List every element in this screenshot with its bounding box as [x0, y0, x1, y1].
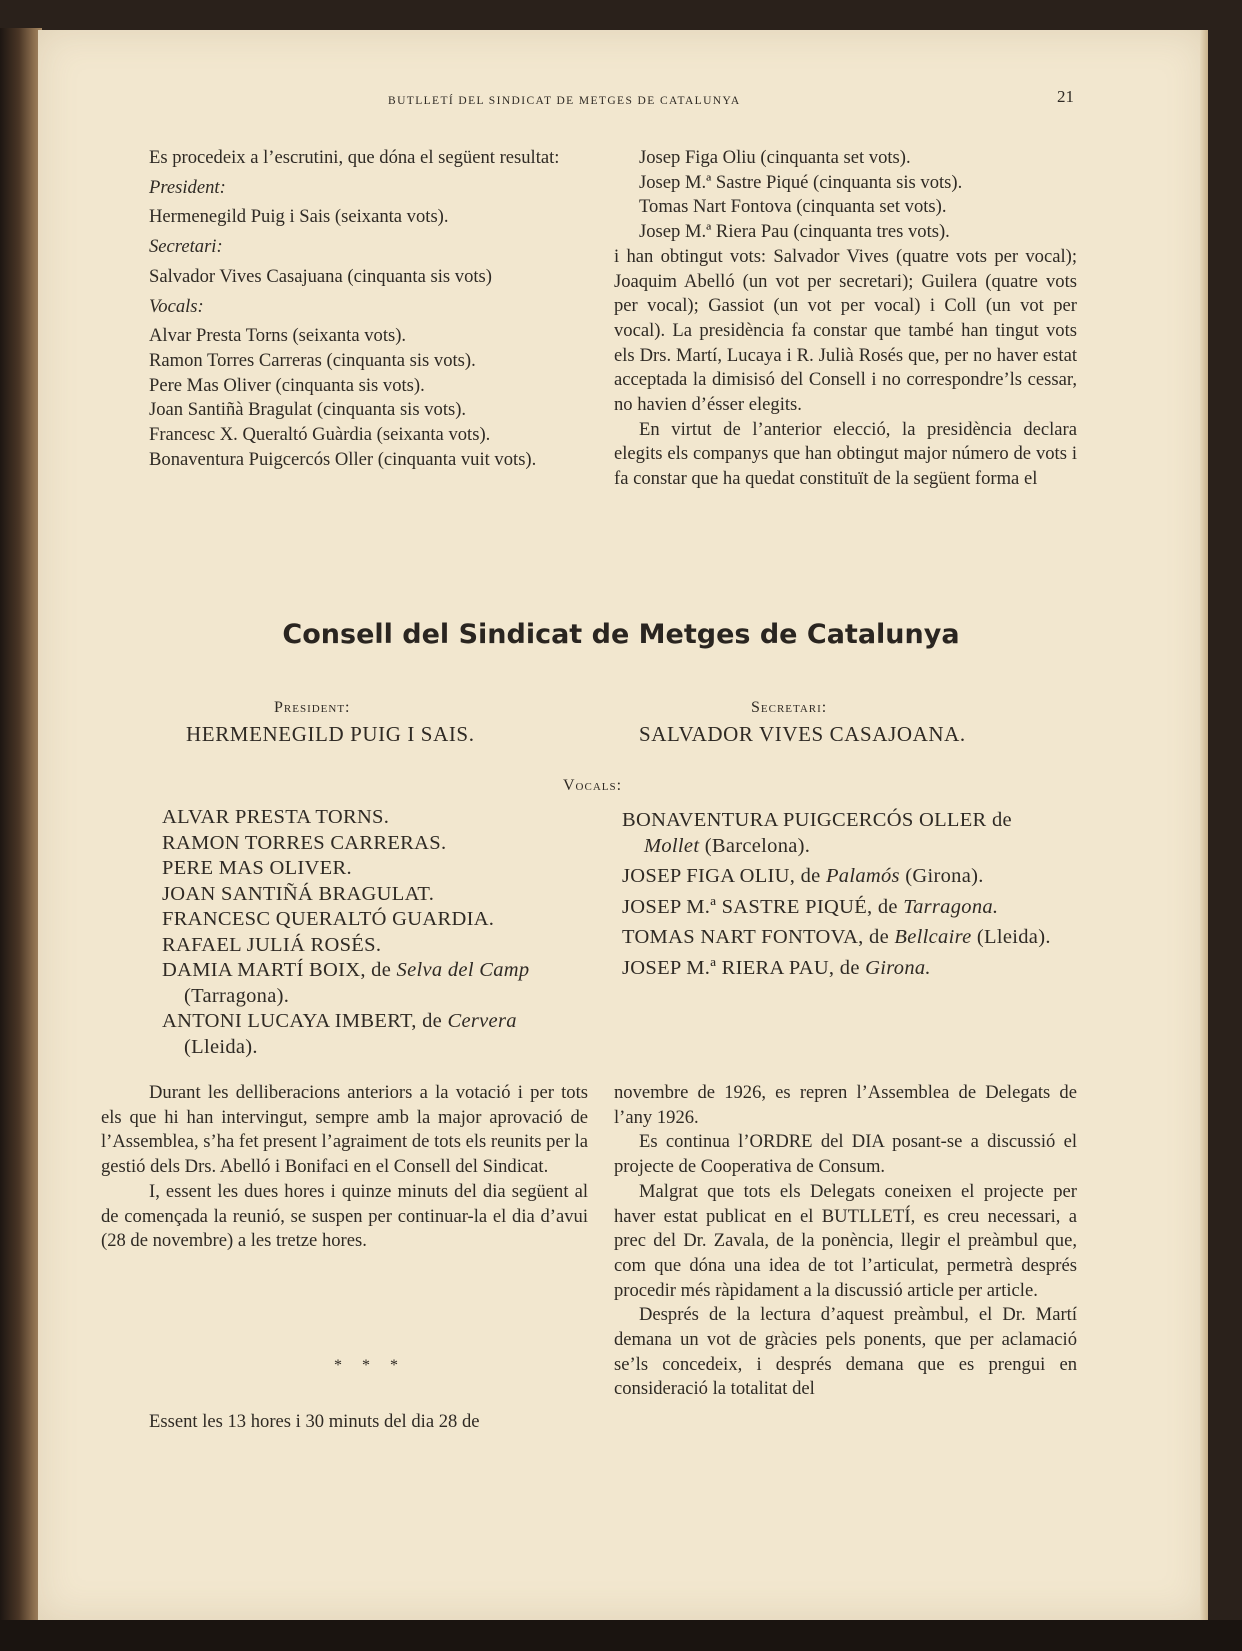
top-right-column — [614, 146, 1077, 492]
council-secretari-name: SALVADOR VIVES CASAJOANA. — [639, 722, 966, 746]
council-vocal: RAMON TORRES CARRERAS. — [162, 831, 447, 854]
council-secretari-label — [751, 699, 827, 717]
page-number: 21 — [1057, 87, 1074, 106]
vocal-name: TOMAS NART FONTOVA, de — [622, 926, 895, 948]
vocal-result: Bonaventura Puigcercós Oller (cinquanta vuit vots). — [149, 448, 537, 470]
vocal-result: Pere Mas Oliver (cinquanta sis vots). — [149, 374, 425, 396]
council-president-label-text: President: — [274, 699, 351, 716]
vocal-region: (Barcelona). — [699, 834, 811, 857]
running-title: BUTLLETÍ DEL SINDICAT DE METGES DE CATALUNYA — [388, 95, 741, 107]
council-vocal: FRANCESC QUERALTÓ GUARDIA. — [162, 908, 495, 930]
vocal-place: Mollet — [644, 834, 700, 857]
vocal-result: Josep M.ª Sastre Piqué (cinquanta sis vots). — [639, 171, 963, 193]
council-vocal — [622, 925, 1062, 951]
resumption-start — [101, 1410, 588, 1435]
council-vocal — [622, 808, 1062, 859]
vocal-name: JOSEP FIGA OLIU, de — [622, 865, 826, 887]
top-left-column — [101, 146, 588, 472]
vocal-result: Tomas Nart Fontova (cinquanta set vots). — [639, 196, 947, 218]
vocal-name: BONAVENTURA PUIGCERCÓS OLLER de — [622, 809, 1012, 831]
vocal-result: Joan Santiñà Bragulat (cinquanta sis vots). — [149, 399, 467, 421]
project-paragraph: Malgrat que tots els Delegats coneixen el projecte per haver estat publicat en el BUTLLETÍ, es creu necessari, a prec del Dr. Zavala, de la ponència, llegir el preàmbul que, com que dóna una idea de tot l’articulat, permetrà després procedir més ràpidament a la discussió article per article. — [614, 1180, 1077, 1301]
vocal-name: JOSEP M.ª SASTRE PIQUÉ, de — [622, 895, 904, 918]
council-vocal — [162, 958, 596, 1009]
president-label: President: — [149, 176, 226, 198]
council-vocal — [622, 895, 1062, 921]
council-vocal: ALVAR PRESTA TORNS. — [162, 806, 390, 828]
council-vocals-left — [162, 805, 596, 1060]
vocal-name: ANTONI LUCAYA IMBERT, de — [162, 1010, 448, 1032]
resumption-paragraph: Essent les 13 hores i 30 minuts del dia 28 de — [149, 1411, 480, 1432]
vocal-result: Ramon Torres Carreras (cinquanta sis vots). — [149, 349, 476, 371]
council-president-name: HERMENEGILD PUIG I SAIS. — [186, 722, 475, 746]
council-vocals-right — [622, 808, 1062, 986]
other-votes-paragraph: i han obtingut vots: Salvador Vives (quatre vots per vocal); Joaquim Abelló (un vot per secretari); Guilera (quatre vots per vocal); Gassiot (un vot per vocal) i Coll (un vot per vocal). La presidència fa constar que també han tingut vots els Drs. Martí, Lucaya i R. Julià Rosés que, per no haver estat acceptada la dimisisó del Consell i no correspondre’ls cessar, no havien d’ésser elegits. — [614, 245, 1077, 416]
council-vocals-label — [563, 777, 622, 795]
vocal-place: Selva del Camp — [396, 959, 530, 981]
vocal-place: Girona. — [865, 956, 931, 979]
scrutiny-intro: Es procedeix a l’escrutini, que dóna el següent resultat: — [149, 147, 560, 168]
vocal-name: JOSEP M.ª RIERA PAU, de — [622, 956, 866, 979]
council-title: Consell del Sindicat de Metges de Catalunya — [282, 619, 960, 650]
suspension-paragraph: I, essent les dues hores i quinze minuts del dia següent al de començada la reunió, se suspen per continuar-la el dia d’avui (28 de novembre) a les tretze hores. — [101, 1180, 588, 1252]
preamble-paragraph: Després de la lectura d’aquest preàmbul, el Dr. Martí demana un vot de gràcies pels ponents, que per aclamació se’ls concedeix, i després demana que es prengui en consideració la totalitat del — [614, 1304, 1077, 1400]
vocal-result: Josep M.ª Riera Pau (cinquanta tres vots). — [639, 221, 950, 243]
council-vocals-label-text: Vocals: — [563, 777, 623, 794]
vocal-result: Alvar Presta Torns (seixanta vots). — [149, 325, 407, 347]
vocals-label: Vocals: — [149, 295, 204, 317]
bottom-right-column — [614, 1081, 1077, 1402]
council-president-label — [274, 699, 351, 717]
vocal-region: (Tarragona). — [184, 984, 290, 1007]
council-vocal: JOAN SANTIÑÁ BRAGULAT. — [162, 882, 435, 905]
vocal-place: Cervera — [447, 1010, 517, 1032]
council-vocal — [162, 1009, 596, 1060]
page-edge — [1200, 30, 1208, 1620]
vocal-name: DAMIA MARTÍ BOIX, de — [162, 959, 397, 981]
vocal-result: Josep Figa Oliu (cinquanta set vots). — [639, 147, 911, 168]
secretari-label: Secretari: — [149, 236, 223, 258]
council-vocal: PERE MAS OLIVER. — [162, 857, 352, 879]
scan-background — [0, 1620, 1242, 1651]
vocal-place: Palamós — [825, 865, 900, 887]
agenda-paragraph: Es continua l’ORDRE del DIA posant-se a discussió el projecte de Cooperativa de Consum. — [614, 1131, 1077, 1178]
page-header — [0, 87, 1242, 112]
resumption-continued: novembre de 1926, es repren l’Assemblea de Delegats de l’any 1926. — [614, 1082, 1077, 1128]
bottom-left-column — [101, 1081, 588, 1254]
vocal-region: (Lleida). — [184, 1035, 258, 1058]
section-separator: * * * — [334, 1357, 406, 1374]
council-vocal — [622, 864, 1062, 890]
vocal-result: Francesc X. Queraltó Guàrdia (seixanta vots). — [149, 424, 491, 446]
vocal-place: Tarragona. — [903, 895, 999, 918]
book-binding — [0, 28, 42, 1651]
vocal-region: (Lleida). — [971, 926, 1051, 948]
council-vocal: RAFAEL JULIÁ ROSÉS. — [162, 933, 382, 956]
vocal-place: Bellcaire — [894, 926, 972, 948]
election-paragraph: En virtut de l’anterior elecció, la presidència declara elegits els companys que han obtingut major número de vots i fa constar que ha quedat constituït de la següent forma el — [614, 418, 1077, 490]
president-result: Hermenegild Puig i Sais (seixanta vots). — [149, 206, 449, 228]
deliberations-paragraph: Durant les delliberacions anteriors a la votació i per tots els que hi han intervingut, sempre amb la major aprovació de l’Assemblea, s’ha fet present l’agraiment de tots els reunits per la gestió dels Drs. Abelló i Bonifaci en el Consell del Sindicat. — [101, 1082, 588, 1178]
council-vocal — [622, 956, 1062, 982]
vocal-region: (Girona). — [899, 865, 984, 887]
council-secretari-label-text: Secretari: — [751, 699, 828, 716]
secretari-result: Salvador Vives Casajuana (cinquanta sis vots) — [149, 265, 492, 287]
